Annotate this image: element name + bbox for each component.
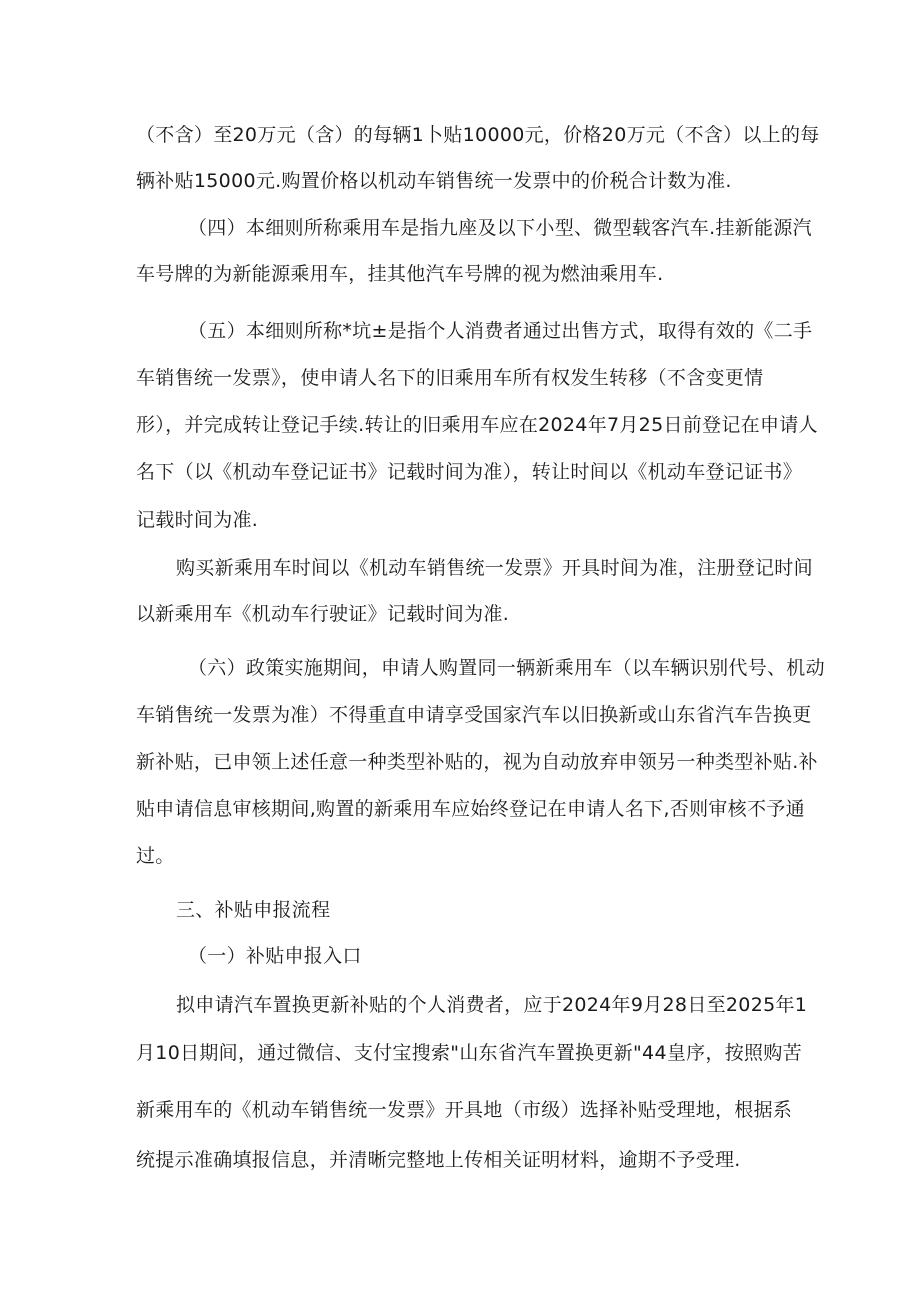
text-line: 名下（以《机动车登记证书》记载时间为准），转让时间以《机动车登记证书》 — [136, 461, 803, 483]
section-heading: 三、补贴申报流程 — [176, 899, 331, 921]
text-line: 贴申请信息审核期间,购置的新乘用车应始终登记在申请人名下,否则审核不予通 — [136, 798, 805, 820]
text-line: 统提示准确填报信息，并清晰完整地上传相关证明材料，逾期不予受理. — [136, 1149, 741, 1171]
text-line: 月10日期间，通过微信、支付宝搜索"山东省汽车置换更新"44皇序，按照购苦 — [136, 1042, 802, 1064]
text-line: 购买新乘用车时间以《机动车销售统一发票》开具时间为准，注册登记时间 — [176, 557, 813, 579]
text-line: （不含）至20万元（含）的每辆1卜贴10000元，价格20万元（不含）以上的每 — [136, 124, 820, 146]
text-line: 新补贴，已申领上述任意一种类型补贴的，视为自动放弃申领另一种类型补贴.补 — [136, 751, 818, 773]
text-line: 以新乘用车《机动车行驶证》记载时间为准. — [136, 603, 510, 625]
subsection-heading: （一）补贴申报入口 — [188, 945, 362, 967]
text-line: （六）政策实施期间，申请人购置同一辆新乘用车（以车辆识别代号、机动 — [188, 657, 825, 679]
text-line: 记载时间为准. — [136, 509, 259, 531]
text-line: 车销售统一发票》，使申请人名下的旧乘用车所有权发生转移（不含变更情 — [136, 367, 764, 389]
text-line: 车销售统一发票为准）不得重直申请享受国家汽车以旧换新或山东省汽车告换更 — [136, 704, 812, 726]
text-line: 形），并完成转让登记手续.转让的旧乘用车应在2024年7月25日前登记在申请人 — [136, 414, 818, 436]
text-line: （五）本细则所称*坑±是指个人消费者通过出售方式，取得有效的《二手 — [188, 320, 813, 342]
text-line: 车号牌的为新能源乘用车，挂其他汽车号牌的视为燃油乘用车. — [136, 263, 664, 285]
text-line: 辆补贴15000元.购置价格以机动车销售统一发票中的价税合计数为准. — [136, 170, 732, 192]
text-line: 新乘用车的《机动车销售统一发票》开具地（市级）选择补贴受理地，根据系 — [136, 1099, 793, 1121]
text-line: （四）本细则所称乘用车是指九座及以下小型、微型载客汽车.挂新能源汽 — [188, 217, 812, 239]
text-line: 过。 — [136, 845, 175, 867]
text-line: 拟申请汽车置换更新补贴的个人消费者，应于2024年9月28日至2025年1 — [176, 994, 808, 1016]
